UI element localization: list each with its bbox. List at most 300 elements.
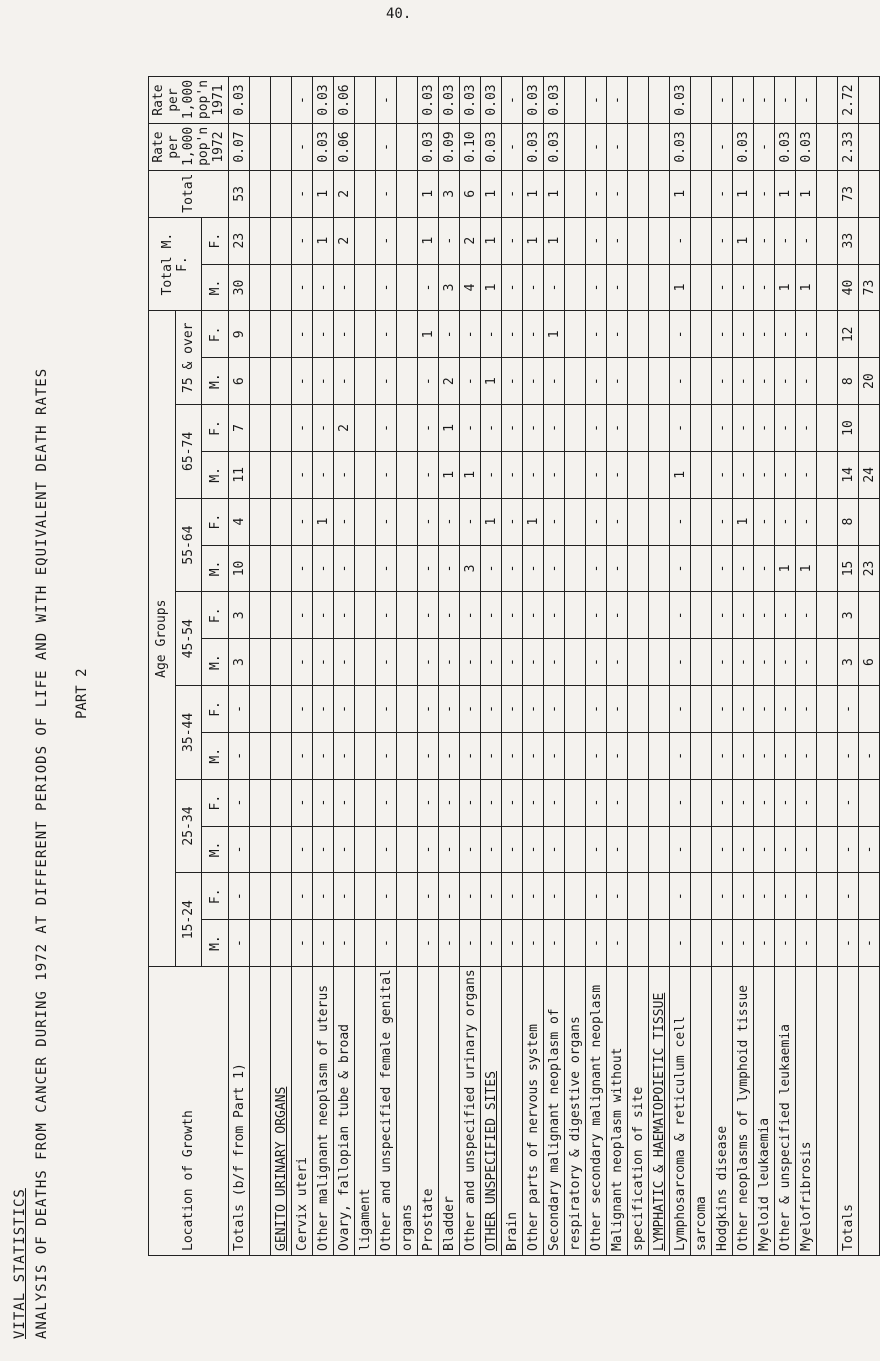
value-cell: - [334, 779, 355, 826]
value-cell: - [544, 639, 565, 686]
value-cell [628, 545, 649, 592]
value-cell: - [544, 686, 565, 733]
value-cell: 1 [418, 217, 439, 264]
value-cell: 3 [838, 592, 859, 639]
total-male-header: M. [202, 264, 229, 311]
value-cell: 10 [838, 405, 859, 452]
table-row [292, 77, 313, 1256]
table-row [712, 77, 733, 1256]
value-cell: 0.03 [670, 77, 691, 124]
row-label [250, 967, 271, 1256]
value-cell: - [292, 498, 313, 545]
value-cell: 2 [334, 405, 355, 452]
value-cell: 0.03 [670, 124, 691, 171]
value-cell: - [376, 873, 397, 920]
value-cell [397, 686, 418, 733]
value-cell: - [607, 498, 628, 545]
value-cell: - [775, 405, 796, 452]
value-cell: - [754, 873, 775, 920]
value-cell [250, 405, 271, 452]
value-cell: 1 [313, 170, 334, 217]
value-cell: - [502, 779, 523, 826]
female-header: F. [202, 311, 229, 358]
value-cell: - [229, 920, 250, 967]
value-cell: - [292, 124, 313, 171]
row-label: Other malignant neoplasm of uterus [313, 967, 334, 1256]
value-cell [628, 77, 649, 124]
value-cell [649, 451, 670, 498]
value-cell: - [502, 170, 523, 217]
age-header: 45-54 [175, 592, 202, 686]
value-cell: - [670, 873, 691, 920]
value-cell [859, 498, 880, 545]
value-cell [355, 920, 376, 967]
value-cell [649, 545, 670, 592]
age-header: 65-74 [175, 405, 202, 499]
row-label: GENITO URINARY ORGANS [271, 967, 292, 1256]
table-row [376, 77, 397, 1256]
value-cell: - [670, 545, 691, 592]
value-cell: 0.09 [439, 124, 460, 171]
row-label: Prostate [418, 967, 439, 1256]
value-cell: 3 [439, 264, 460, 311]
female-header: F. [202, 873, 229, 920]
value-cell: - [460, 779, 481, 826]
value-cell [649, 217, 670, 264]
value-cell: 0.03 [544, 77, 565, 124]
value-cell [397, 451, 418, 498]
value-cell: - [754, 498, 775, 545]
value-cell [691, 358, 712, 405]
table-row [628, 77, 649, 1256]
table-row [229, 77, 250, 1256]
row-label: Other and unspecified female genital [376, 967, 397, 1256]
value-cell: 1 [313, 217, 334, 264]
table-row [817, 77, 838, 1256]
value-cell [817, 873, 838, 920]
value-cell: - [775, 639, 796, 686]
table-row [691, 77, 712, 1256]
value-cell: - [670, 358, 691, 405]
value-cell [565, 358, 586, 405]
value-cell: - [586, 779, 607, 826]
value-cell: - [607, 873, 628, 920]
value-cell: - [292, 592, 313, 639]
value-cell: - [292, 311, 313, 358]
value-cell: - [334, 686, 355, 733]
value-cell: - [523, 873, 544, 920]
value-cell: - [376, 451, 397, 498]
value-cell [565, 77, 586, 124]
value-cell: - [754, 170, 775, 217]
value-cell [271, 686, 292, 733]
age-header: 35-44 [175, 686, 202, 780]
value-cell: - [334, 592, 355, 639]
value-cell: - [544, 732, 565, 779]
value-cell: - [733, 592, 754, 639]
value-cell: 33 [838, 217, 859, 264]
table-row [565, 77, 586, 1256]
value-cell: - [481, 686, 502, 733]
table-row [754, 77, 775, 1256]
value-cell: - [376, 498, 397, 545]
value-cell: - [418, 873, 439, 920]
value-cell [691, 170, 712, 217]
value-cell: - [523, 451, 544, 498]
value-cell: - [292, 451, 313, 498]
value-cell [355, 170, 376, 217]
value-cell [355, 639, 376, 686]
value-cell: - [334, 451, 355, 498]
value-cell [817, 124, 838, 171]
row-label: Bladder [439, 967, 460, 1256]
value-cell [250, 779, 271, 826]
value-cell: 6 [229, 358, 250, 405]
value-cell: - [439, 826, 460, 873]
value-cell: - [733, 451, 754, 498]
value-cell [649, 779, 670, 826]
value-cell: - [418, 732, 439, 779]
value-cell: - [439, 686, 460, 733]
value-cell: - [376, 217, 397, 264]
value-cell: - [733, 311, 754, 358]
value-cell: - [460, 686, 481, 733]
value-cell: - [838, 779, 859, 826]
value-cell: - [712, 686, 733, 733]
table-row [481, 77, 502, 1256]
value-cell: - [439, 498, 460, 545]
value-cell [691, 592, 712, 639]
value-cell [355, 686, 376, 733]
value-cell [691, 545, 712, 592]
value-cell: - [376, 639, 397, 686]
value-cell [859, 124, 880, 171]
value-cell: 1 [796, 545, 817, 592]
value-cell: - [544, 358, 565, 405]
value-cell: - [796, 77, 817, 124]
row-label: organs [397, 967, 418, 1256]
value-cell: - [460, 732, 481, 779]
value-cell: - [292, 358, 313, 405]
value-cell: - [502, 873, 523, 920]
value-cell: - [418, 358, 439, 405]
value-cell: - [418, 779, 439, 826]
header-row-1 [149, 77, 176, 1256]
value-cell: - [292, 779, 313, 826]
value-cell [817, 498, 838, 545]
value-cell: - [607, 826, 628, 873]
value-cell: 0.03 [733, 124, 754, 171]
value-cell [649, 592, 670, 639]
row-label: Cervix uteri [292, 967, 313, 1256]
value-cell: - [313, 405, 334, 452]
row-label: Ovary, fallopian tube & broad [334, 967, 355, 1256]
value-cell: - [292, 405, 313, 452]
value-cell: - [586, 77, 607, 124]
value-cell: - [313, 826, 334, 873]
value-cell: - [586, 686, 607, 733]
value-cell: - [607, 264, 628, 311]
value-cell: - [334, 873, 355, 920]
value-cell: - [733, 873, 754, 920]
value-cell: 1 [418, 311, 439, 358]
value-cell: - [754, 826, 775, 873]
value-cell: 0.03 [313, 124, 334, 171]
value-cell: - [334, 920, 355, 967]
value-cell [565, 451, 586, 498]
value-cell: - [481, 873, 502, 920]
value-cell: 1 [439, 405, 460, 452]
value-cell: - [733, 77, 754, 124]
value-cell: - [376, 311, 397, 358]
value-cell: 1 [796, 264, 817, 311]
value-cell: - [796, 779, 817, 826]
value-cell: - [481, 639, 502, 686]
value-cell: 23 [859, 545, 880, 592]
value-cell: - [460, 358, 481, 405]
value-cell: - [334, 498, 355, 545]
value-cell [691, 686, 712, 733]
male-header: M. [202, 732, 229, 779]
value-cell: - [586, 732, 607, 779]
value-cell: 3 [229, 592, 250, 639]
value-cell: 1 [775, 545, 796, 592]
value-cell: - [292, 170, 313, 217]
value-cell [355, 358, 376, 405]
value-cell [397, 311, 418, 358]
value-cell: - [670, 498, 691, 545]
value-cell [271, 592, 292, 639]
value-cell [397, 498, 418, 545]
value-cell [649, 920, 670, 967]
row-label: Totals (b/f from Part 1) [229, 967, 250, 1256]
value-cell: 1 [733, 170, 754, 217]
total-mf-header: Total M. F. [149, 217, 202, 311]
value-cell [817, 170, 838, 217]
value-cell [649, 686, 670, 733]
table-row [775, 77, 796, 1256]
value-cell [250, 732, 271, 779]
value-cell [649, 405, 670, 452]
value-cell: - [334, 732, 355, 779]
value-cell: - [586, 358, 607, 405]
row-label: LYMPHATIC & HAEMATOPOIETIC TISSUE [649, 967, 670, 1256]
value-cell: - [775, 358, 796, 405]
value-cell: - [313, 732, 334, 779]
value-cell: 0.03 [313, 77, 334, 124]
value-cell: 4 [460, 264, 481, 311]
rate-1972-header: Rate per 1,000 pop'n 1972 [149, 124, 229, 171]
table-row [460, 77, 481, 1256]
value-cell: - [607, 77, 628, 124]
value-cell: - [376, 686, 397, 733]
value-cell [817, 592, 838, 639]
value-cell: - [376, 77, 397, 124]
value-cell [397, 826, 418, 873]
value-cell: - [481, 451, 502, 498]
value-cell [817, 686, 838, 733]
value-cell [397, 170, 418, 217]
value-cell: - [376, 779, 397, 826]
value-cell [397, 732, 418, 779]
value-cell: - [754, 405, 775, 452]
value-cell: 0.03 [418, 77, 439, 124]
value-cell: - [481, 779, 502, 826]
value-cell: 3 [229, 639, 250, 686]
value-cell: 2.72 [838, 77, 859, 124]
value-cell: - [292, 77, 313, 124]
value-cell: 8 [838, 498, 859, 545]
value-cell: 1 [523, 498, 544, 545]
value-cell: - [712, 639, 733, 686]
value-cell: - [670, 405, 691, 452]
value-cell [355, 498, 376, 545]
table-row [859, 77, 880, 1256]
value-cell: - [712, 170, 733, 217]
value-cell: - [733, 545, 754, 592]
value-cell: - [670, 592, 691, 639]
value-cell: - [796, 405, 817, 452]
table-row [838, 77, 859, 1256]
table-body [229, 77, 880, 1256]
value-cell: 1 [544, 311, 565, 358]
value-cell: - [523, 779, 544, 826]
value-cell [628, 826, 649, 873]
value-cell: - [754, 545, 775, 592]
value-cell: - [460, 311, 481, 358]
value-cell [271, 358, 292, 405]
value-cell [565, 311, 586, 358]
row-label [817, 967, 838, 1256]
value-cell [565, 170, 586, 217]
value-cell: - [733, 779, 754, 826]
value-cell: 0.03 [439, 77, 460, 124]
row-label: Hodgkins disease [712, 967, 733, 1256]
value-cell: - [859, 826, 880, 873]
value-cell: - [334, 358, 355, 405]
value-cell: - [229, 873, 250, 920]
value-cell [691, 779, 712, 826]
value-cell [691, 451, 712, 498]
value-cell: - [439, 779, 460, 826]
value-cell: - [586, 639, 607, 686]
value-cell: - [607, 405, 628, 452]
value-cell: 4 [229, 498, 250, 545]
value-cell: - [313, 873, 334, 920]
value-cell: - [712, 405, 733, 452]
value-cell: - [502, 124, 523, 171]
value-cell [691, 873, 712, 920]
value-cell [397, 405, 418, 452]
value-cell: - [418, 592, 439, 639]
value-cell: - [712, 826, 733, 873]
value-cell: - [733, 639, 754, 686]
value-cell: - [502, 405, 523, 452]
value-cell: - [544, 498, 565, 545]
value-cell [250, 498, 271, 545]
value-cell [859, 592, 880, 639]
value-cell: - [502, 311, 523, 358]
value-cell: - [418, 451, 439, 498]
value-cell: - [292, 217, 313, 264]
value-cell: - [544, 405, 565, 452]
title-line-2: ANALYSIS OF DEATHS FROM CANCER DURING 1972 AT DIFFERENT PERIODS OF LIFE AND WITH EQUIVALENT DEATH RATES [34, 367, 50, 1339]
value-cell: - [502, 826, 523, 873]
value-cell: - [460, 639, 481, 686]
value-cell: - [418, 498, 439, 545]
value-cell [355, 826, 376, 873]
value-cell: 20 [859, 358, 880, 405]
value-cell: - [376, 732, 397, 779]
value-cell [817, 826, 838, 873]
value-cell: - [775, 826, 796, 873]
value-cell [250, 545, 271, 592]
value-cell: - [439, 545, 460, 592]
value-cell [649, 311, 670, 358]
row-label: Secondary malignant neoplasm of [544, 967, 565, 1256]
value-cell [250, 264, 271, 311]
value-cell: - [376, 358, 397, 405]
value-cell: - [607, 779, 628, 826]
value-cell: - [481, 732, 502, 779]
value-cell: - [523, 545, 544, 592]
value-cell: 0.03 [481, 124, 502, 171]
value-cell [271, 920, 292, 967]
value-cell [817, 779, 838, 826]
value-cell: - [376, 920, 397, 967]
value-cell [250, 358, 271, 405]
value-cell [565, 217, 586, 264]
value-cell: - [376, 264, 397, 311]
value-cell: - [502, 498, 523, 545]
value-cell: - [376, 124, 397, 171]
value-cell [691, 498, 712, 545]
value-cell: - [796, 451, 817, 498]
value-cell: - [754, 451, 775, 498]
row-label: specification of site [628, 967, 649, 1256]
female-header: F. [202, 779, 229, 826]
value-cell [628, 311, 649, 358]
value-cell [397, 217, 418, 264]
value-cell [355, 311, 376, 358]
value-cell: 1 [439, 451, 460, 498]
value-cell [355, 217, 376, 264]
value-cell: 10 [229, 545, 250, 592]
value-cell [649, 639, 670, 686]
value-cell [271, 498, 292, 545]
value-cell: 0.06 [334, 77, 355, 124]
value-cell [565, 264, 586, 311]
value-cell: - [712, 217, 733, 264]
value-cell [691, 826, 712, 873]
value-cell: - [796, 358, 817, 405]
value-cell: - [733, 826, 754, 873]
value-cell: - [523, 826, 544, 873]
value-cell: - [439, 920, 460, 967]
value-cell [397, 358, 418, 405]
value-cell: - [670, 920, 691, 967]
value-cell: - [544, 779, 565, 826]
value-cell: - [439, 217, 460, 264]
value-cell: - [670, 217, 691, 264]
value-cell [250, 920, 271, 967]
value-cell: - [796, 639, 817, 686]
value-cell [250, 826, 271, 873]
value-cell: - [607, 311, 628, 358]
value-cell [628, 639, 649, 686]
value-cell: - [502, 264, 523, 311]
value-cell: - [544, 451, 565, 498]
